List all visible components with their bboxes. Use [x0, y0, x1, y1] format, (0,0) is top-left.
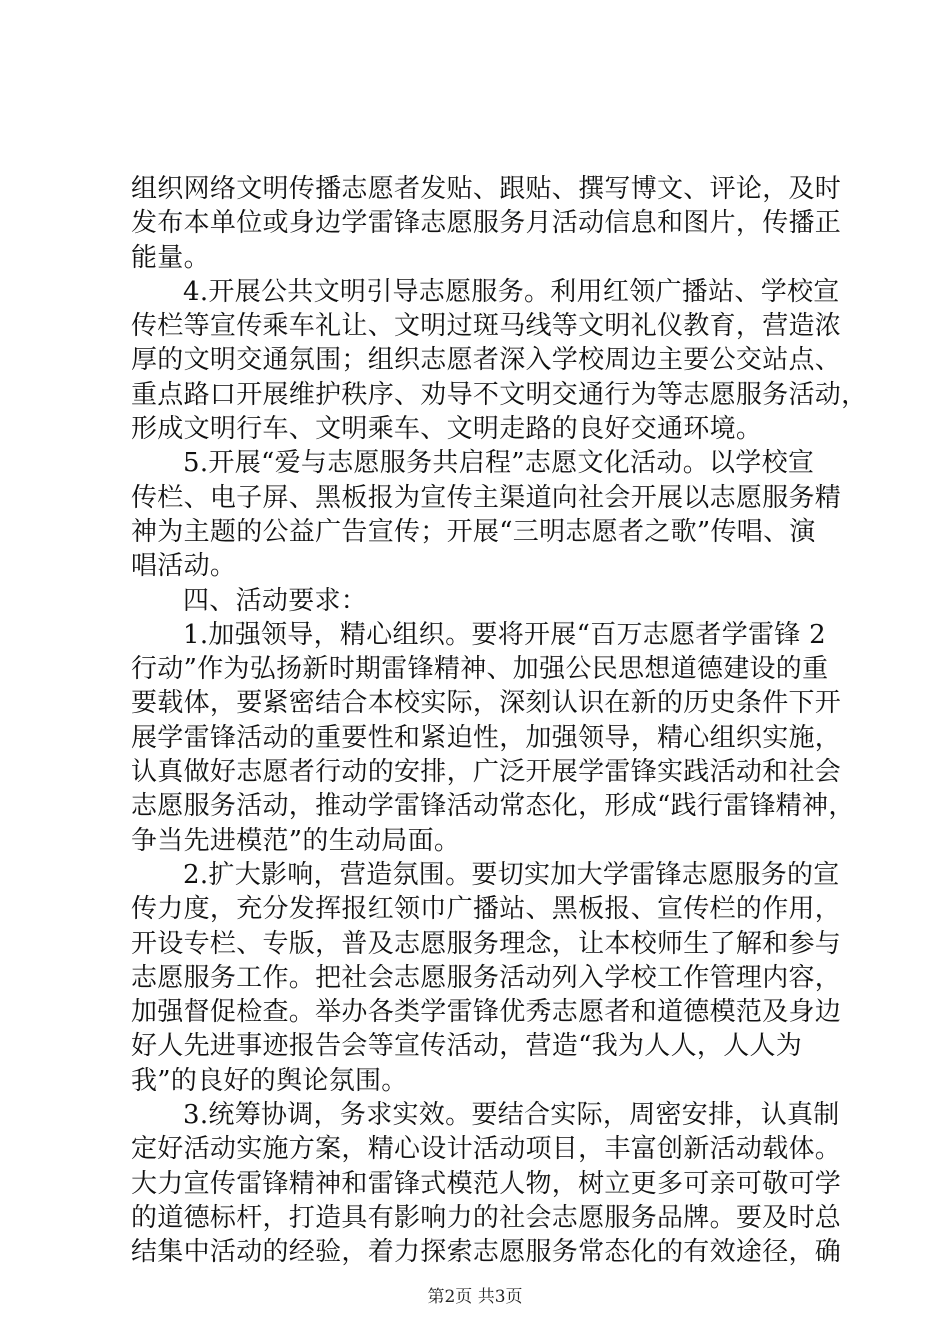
- text-line: 我”的良好的舆论氛围。: [131, 1065, 408, 1096]
- text-line: 定好活动实施方案，精心设计活动项目，丰富创新活动载体。: [131, 1134, 842, 1165]
- text-line: 传栏、电子屏、黑板报为宣传主渠道向社会开展以志愿服务精: [131, 482, 842, 513]
- text-line: 展学雷锋活动的重要性和紧迫性，加强领导，精心组织实施，: [131, 722, 842, 753]
- text-line: 大力宣传雷锋精神和雷锋式模范人物，树立更多可亲可敬可学: [131, 1168, 842, 1199]
- text-line: 的道德标杆，打造具有影响力的社会志愿服务品牌。要及时总: [131, 1202, 842, 1233]
- text-line: 认真做好志愿者行动的安排，广泛开展学雷锋实践活动和社会: [131, 757, 842, 788]
- text-line: 1.加强领导，精心组织。要将开展“百万志愿者学雷锋 2: [183, 619, 827, 650]
- text-line: 传力度，充分发挥报红领巾广播站、黑板报、宣传栏的作用，: [131, 894, 842, 925]
- text-line: 好人先进事迹报告会等宣传活动，营造“我为人人，人人为: [131, 1031, 803, 1062]
- text-line: 唱活动。: [131, 551, 237, 582]
- text-line: 发布本单位或身边学雷锋志愿服务月活动信息和图片，传播正: [131, 208, 842, 239]
- text-line: 5.开展“爱与志愿服务共启程”志愿文化活动。以学校宣: [183, 448, 815, 479]
- text-line: 要载体，要紧密结合本校实际，深刻认识在新的历史条件下开: [131, 688, 842, 719]
- text-line: 争当先进模范”的生动局面。: [131, 825, 461, 856]
- text-line: 四、活动要求：: [183, 585, 368, 616]
- text-line: 结集中活动的经验，着力探索志愿服务常态化的有效途径，确: [131, 1237, 842, 1268]
- page-footer: 第2页 共3页: [427, 1287, 523, 1307]
- text-line: 形成文明行车、文明乘车、文明走路的良好交通环境。: [131, 414, 763, 445]
- text-line: 志愿服务工作。把社会志愿服务活动列入学校工作管理内容，: [131, 962, 842, 993]
- text-line: 3.统筹协调，务求实效。要结合实际，周密安排，认真制: [183, 1100, 840, 1131]
- document-body: [131, 172, 868, 1270]
- text-line: 组织网络文明传播志愿者发贴、跟贴、撰写博文、评论，及时: [131, 174, 842, 204]
- text-line: 开设专栏、专版，普及志愿服务理念，让本校师生了解和参与: [131, 928, 842, 959]
- text-line: 传栏等宣传乘车礼让、文明过斑马线等文明礼仪教育，营造浓: [131, 311, 842, 342]
- text-line: 4.开展公共文明引导志愿服务。利用红领广播站、学校宣: [183, 276, 840, 307]
- text-line: 2.扩大影响，营造氛围。要切实加大学雷锋志愿服务的宣: [183, 859, 840, 890]
- text-line: 厚的文明交通氛围；组织志愿者深入学校周边主要公交站点、: [131, 345, 842, 376]
- text-line: 志愿服务活动，推动学雷锋活动常态化，形成“践行雷锋精神，: [131, 791, 855, 822]
- text-line: 行动”作为弘扬新时期雷锋精神、加强公民思想道德建设的重: [131, 654, 829, 685]
- text-line: 加强督促检查。举办各类学雷锋优秀志愿者和道德模范及身边: [131, 997, 842, 1028]
- text-line: 重点路口开展维护秩序、劝导不文明交通行为等志愿服务活动，: [131, 379, 868, 410]
- text-line: 神为主题的公益广告宣传；开展“三明志愿者之歌”传唱、演: [131, 516, 816, 547]
- text-line: 能量。: [131, 242, 210, 273]
